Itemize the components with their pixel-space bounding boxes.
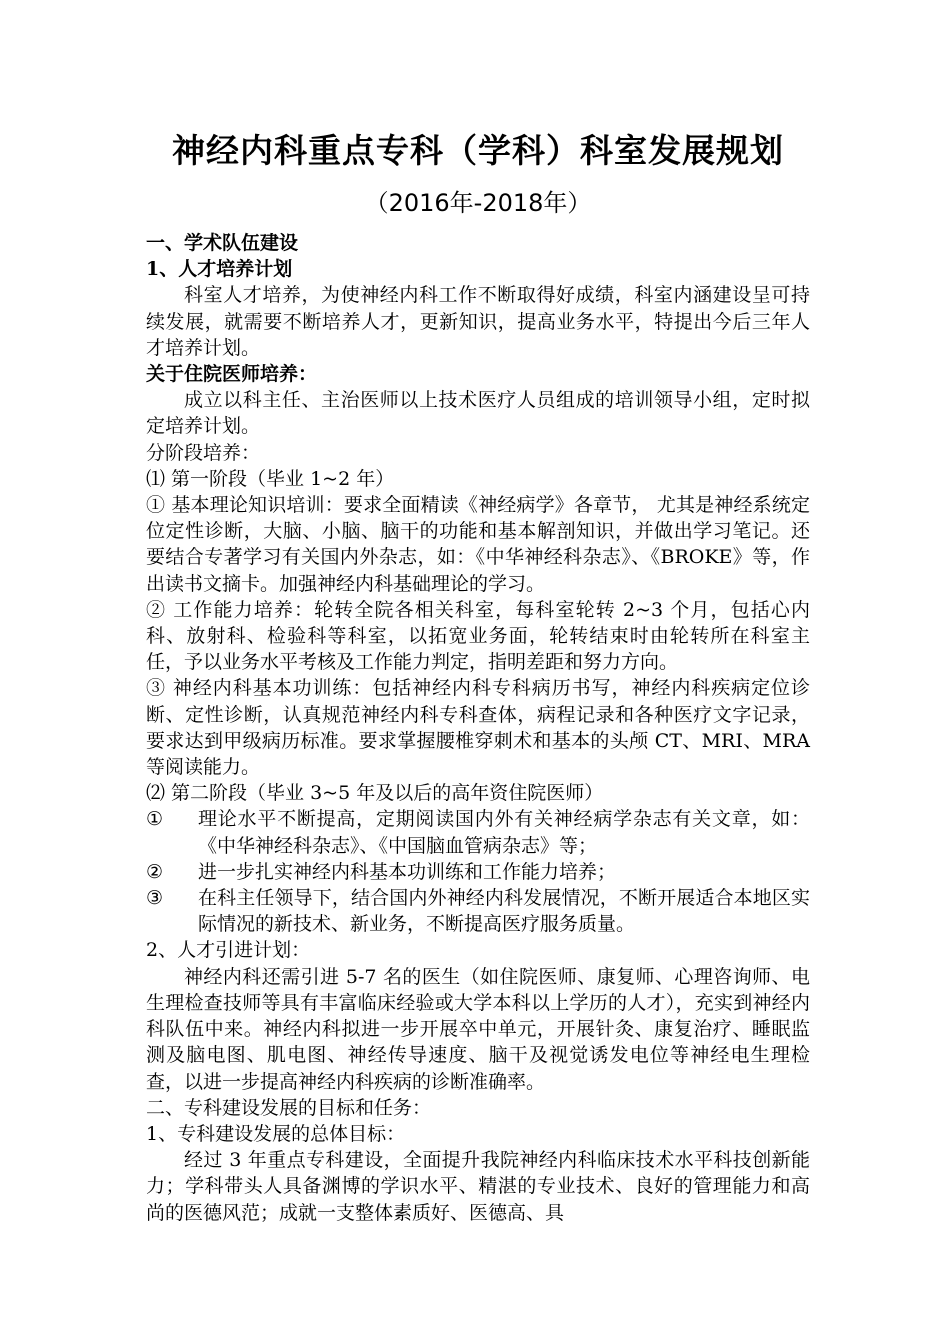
body-paragraph: ① 基本理论知识培训：要求全面精读《神经病学》各章节， 尤其是神经系统定位定性诊断，大脑、小脑、脑干的功能和基本解剖知识，并做出学习笔记。还要结合专著学习有关国内外杂志，如：《中华神经科杂志》、《BROKE》等，作出读书文摘卡。加强神经内科基础理论的学习。 [146,494,810,595]
stage-heading: ⑵ 第二阶段（毕业 3~5 年及以后的高年资住院医师） [146,782,604,805]
body-paragraph: ③ 神经内科基本功训练：包括神经内科专科病历书写，神经内科疾病定位诊断、定性诊断，认真规范神经内科专科查体，病程记录和各种医疗文字记录，要求达到甲级病历标准。要求掌握腰椎穿刺术和基本的头颅 CT、MRI、MRA 等阅读能力。 [146,677,810,779]
subsection-heading: 2、人才引进计划： [146,939,311,962]
list-item [146,806,810,858]
list-marker: ① [146,808,164,831]
stage-heading: ⑴ 第一阶段（毕业 1~2 年） [146,467,395,490]
list-item [146,859,810,885]
document-subtitle: （2016年-2018年） [364,189,592,217]
body-paragraph: 科室人才培养，为使神经内科工作不断取得好成绩，科室内涵建设呈可持续发展，就需要不断培养人才，更新知识，提高业务水平，特提出今后三年人才培养计划。 [146,284,810,359]
body-paragraph: 经过 3 年重点专科建设，全面提升我院神经内科临床技术水平科技创新能力；学科带头人具备渊博的学识水平、精湛的专业技术、良好的管理能力和高尚的医德风范；成就一支整体素质好、医德高、具 [146,1149,810,1224]
list-item-text: 在科主任领导下，结合国内外神经内科发展情况，不断开展适合本地区实际情况的新技术、新业务，不断提高医疗服务质量。 [198,887,810,936]
list-marker: ③ [146,887,164,910]
list-item-text: 进一步扎实神经内科基本功训练和工作能力培养； [198,860,617,883]
document-title: 神经内科重点专科（学科）科室发展规划 [172,131,784,170]
list-item-text: 理论水平不断提高，定期阅读国内外有关神经病学杂志有关文章，如：《中华神经科杂志》、《中国脑血管病杂志》等； [198,808,810,857]
document-page [146,128,810,1226]
body-paragraph: 神经内科还需引进 5-7 名的医生（如住院医师、康复师、心理咨询师、电生理检查技师等具有丰富临床经验或大学本科以上学历的人才），充实到神经内科队伍中来。神经内科拟进一步开展卒中单元，开展针灸、康复治疗、睡眠监测及脑电图、肌电图、神经传导速度、脑干及视觉诱发电位等神经电生理检查，以进一步提高神经内科疾病的诊断准确率。 [146,965,810,1093]
body-paragraph: ② 工作能力培养：轮转全院各相关科室，每科室轮转 2~3 个月，包括心内科、放射科、检验科等科室，以拓宽业务面，轮转结束时由轮转所在科室主任，予以业务水平考核及工作能力判定，指明差距和努力方向。 [146,598,810,674]
body-paragraph: 成立以科主任、主治医师以上技术医疗人员组成的培训领导小组，定时拟定培养计划。 [146,389,810,438]
list-marker: ② [146,860,164,883]
subsection-heading: 1、专科建设发展的总体目标： [146,1122,406,1145]
section-heading: 二、专科建设发展的目标和任务： [146,1096,432,1119]
subsection-heading: 1、人才培养计划 [146,258,293,281]
list-item [146,885,810,937]
subsection-heading: 关于住院医师培养： [146,363,318,386]
body-paragraph: 分阶段培养： [146,441,261,464]
document-body [146,230,810,1226]
section-heading: 一、学术队伍建设 [146,232,299,254]
